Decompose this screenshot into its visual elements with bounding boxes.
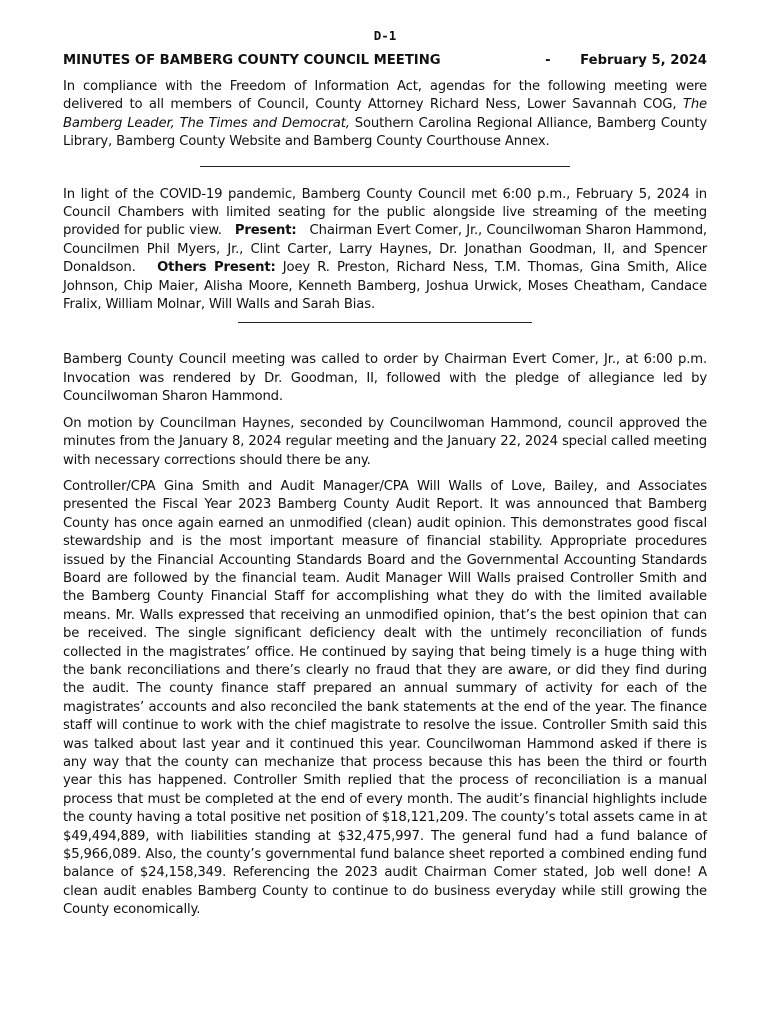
foia-notice-paragraph	[63, 78, 707, 152]
header-separator: -	[545, 53, 551, 68]
section-divider	[238, 322, 532, 323]
section-divider	[200, 166, 570, 167]
audit-report-paragraph: Controller/CPA Gina Smith and Audit Manager/CPA Will Walls of Love, Bailey, and Associates presented the Fiscal Year 2023 Bamberg County Audit Report. It was announced that Bamberg County has once again earned an unmodified (clean) audit opinion. This demonstrates good fiscal stewardship and is the most important measure of financial stability. Appropriate procedures issued by the Financial Accounting Standards Board and the Governmental Accounting Standards Board are followed by the financial team. Audit Manager Will Walls praised Controller Smith and the Bamberg County Financial Staff for accomplishing what they do with the limited available means. Mr. Walls expressed that receiving an unmodified opinion, that’s the best opinion that can be received. The single significant deficiency dealt with the untimely reconciliation of funds collected in the magistrates’ office. He continued by saying that being timely is a huge thing with the bank reconciliations and there’s clearly no fraud that they are aware, or did they find during the audit. The county finance staff prepared an annual summary of activity for each of the magistrates’ accounts and also reconciled the bank statements at the end of the year. The finance staff will continue to work with the chief magistrate to resolve the issue. Controller Smith said this was talked about last year and it continued this year. Councilwoman Hammond asked if there is any way that the county can mechanize that process because this has been the third or fourth year this has happened. Controller Smith replied that the process of reconciliation is a manual process that must be completed at the end of every month. The audit’s financial highlights include the county having a total positive net position of $18,121,209. The county’s total assets came in at $49,494,889, with liabilities standing at $32,475,997. The general fund had a fund balance of $5,966,089. Also, the county’s governmental fund balance sheet reported a combined ending fund balance of $24,158,349. Referencing the 2023 audit Chairman Comer stated, Job well done! A clean audit enables Bamberg County to continue to do business everyday while still growing the County economically.	[63, 478, 707, 918]
newspaper-names: The Bamberg Leader, The Times and Democrat,	[63, 97, 707, 131]
page-number: D-1	[373, 28, 397, 43]
document-title: MINUTES OF BAMBERG COUNTY COUNCIL MEETING	[63, 53, 441, 68]
meeting-date: February 5, 2024	[580, 53, 707, 68]
call-to-order-paragraph: Bamberg County Council meeting was called to order by Chairman Evert Comer, Jr., at 6:00 p.m. Invocation was rendered by Dr. Goodman, II, followed with the pledge of allegiance led by Councilwoman Sharon Hammond.	[63, 352, 707, 405]
foia-text-part1: In compliance with the Freedom of Information Act, agendas for the following meeting were delivered to all members of Council, County Attorney Richard Ness, Lower Savannah COG,	[63, 79, 707, 113]
minutes-approval-paragraph: On motion by Councilman Haynes, seconded by Councilwoman Hammond, council approved the minutes from the January 8, 2024 regular meeting and the January 22, 2024 special called meeting with necessary corrections should there be any.	[63, 415, 707, 468]
meeting-context: In light of the COVID-19 pandemic, Bamberg County Council met 6:00 p.m., February 5, 2024 in Council Chambers with limited seating for the public alongside live streaming of the meeting provided for public view.	[63, 186, 707, 239]
document-header	[63, 53, 707, 68]
present-label: Present:	[234, 223, 297, 239]
document-page	[63, 28, 707, 920]
foia-text-part2: Southern Carolina Regional Alliance, Bamberg County Library, Bamberg County Website and Bamberg County Courthouse Annex.	[63, 115, 707, 150]
others-present-label: Others Present:	[157, 260, 276, 276]
present-members: Chairman Evert Comer, Jr., Councilwoman Sharon Hammond, Councilmen Phil Myers, Jr., Clint Carter, Larry Haynes, Dr. Jonathan Goodman, II, and Spencer Donaldson.	[63, 223, 707, 276]
attendance-paragraph	[63, 186, 707, 315]
others-present-list: Joey R. Preston, Richard Ness, T.M. Thomas, Gina Smith, Alice Johnson, Chip Maier, Alisha Moore, Kenneth Bamberg, Joshua Urwick, Moses Cheatham, Candace Fralix, William Molnar, Will Walls and Sarah Bias.	[63, 260, 708, 313]
